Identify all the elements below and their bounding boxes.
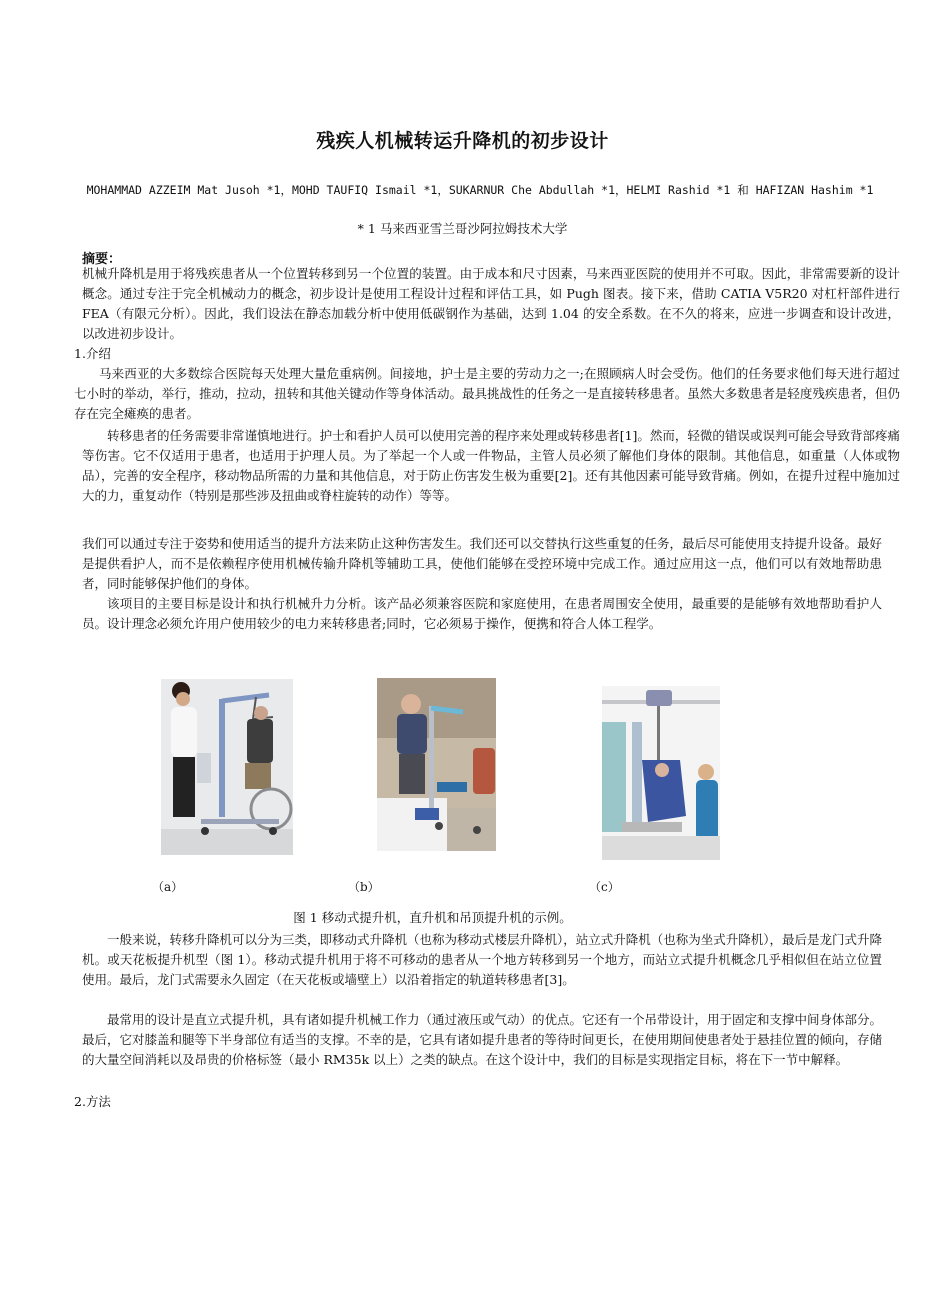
figure-image-mobile-lift [161,679,293,855]
paper-title: 残疾人机械转运升降机的初步设计 [316,130,609,152]
section-1-heading: 1.介绍 [74,346,111,361]
figure-label-c: （c） [589,880,620,894]
figure-label-a: （a） [152,880,184,894]
intro-paragraph-1: 马来西亚的大多数综合医院每天处理大量危重病例。间接地，护士是主要的劳动力之一;在照顾病人时会受伤。他们的任务要求他们每天进行超过七小时的举动，举行，推动，拉动，扭转和其他关键动作等身体活动。最具挑战性的任务之一是直接转移患者。虽然大多数患者是轻度残疾患者，但仍存在完全瘫痪的患者。 [74,366,900,421]
intro-paragraph-4: 该项目的主要目标是设计和执行机械升力分析。该产品必须兼容医院和家庭使用，在患者周围安全使用，最重要的是能够有效地帮助看护人员。设计理念必须允许用户使用较少的电力来转移患者;同时，它必须易于操作，便携和符合人体工程学。 [82,596,882,631]
section-2-heading: 2.方法 [74,1094,111,1109]
figure-label-b: （b） [348,880,380,894]
intro-paragraph-3: 我们可以通过专注于姿势和使用适当的提升方法来防止这种伤害发生。我们还可以交替执行这些重复的任务，最后尽可能使用支持提升设备。最好是提供看护人，而不是依赖程序使用机械传输升降机等辅助工具，使他们能够在受控环境中完成工作。通过应用这一点，他们可以有效地帮助患者，同时能够保护他们的身体。 [82,536,883,591]
figure-image-ceiling-lift [602,686,720,860]
figure-caption: 图 1 移动式提升机，直升机和吊顶提升机的示例。 [293,910,572,925]
author-list: MOHAMMAD AZZEIM Mat Jusoh *1，MOHD TAUFIQ Ismail *1，SUKARNUR Che Abdullah *1，HELMI Rashid *1 和 HAFIZAN Hashim *1 [86,183,874,197]
intro-paragraph-6: 最常用的设计是直立式提升机，具有诸如提升机械工作力（通过液压或气动）的优点。它还有一个吊带设计，用于固定和支撑中间身体部分。最后，它对膝盖和腿等下半身部位有适当的支撑。不幸的是，它具有诸如提升患者的等待时间更长，在使用期间使患者处于悬挂位置的倾向，存储的大量空间消耗以及昂贵的价格标签（最小 RM35k 以上）之类的缺点。在这个设计中，我们的目标是实现指定目标，将在下一节中解释。 [82,1012,883,1067]
intro-paragraph-2: 转移患者的任务需要非常谨慎地进行。护士和看护人员可以使用完善的程序来处理或转移患者[1]。然而，轻微的错误或误判可能会导致背部疼痛等伤害。它不仅适用于患者，也适用于护理人员。为了举起一个人或一件物品，主管人员必须了解他们身体的限制。其他信息，如重量（人体或物品），完善的安全程序，移动物品所需的力量和其他信息，对于防止伤害发生极为重要[2]。还有其他因素可能导致背痛。例如，在提升过程中施加过大的力，重复动作（特别是那些涉及扭曲或脊柱旋转的动作）等等。 [82,428,900,503]
intro-paragraph-5: 一般来说，转移升降机可以分为三类，即移动式升降机（也称为移动式楼层升降机），站立式升降机（也称为坐式升降机），最后是龙门式升降机。或天花板提升机型（图 1）。移动式提升机用于将不可移动的患者从一个地方转移到另一个地方，而站立式提升机概念几乎相似但在站立位置使用。最后，龙门式需要永久固定（在天花板或墙壁上）以沿着指定的轨道转移患者[3]。 [82,932,883,987]
abstract-text: 机械升降机是用于将残疾患者从一个位置转移到另一个位置的装置。由于成本和尺寸因素，马来西亚医院的使用并不可取。因此，非常需要新的设计概念。通过专注于完全机械动力的概念，初步设计是使用工程设计过程和评估工具，如 Pugh 图表。接下来，借助 CATIA V5R20 对杠杆部件进行 FEA（有限元分析）。因此，我们设法在静态加载分析中使用低碳钢作为基础，达到 1.04 的安全系数。在不久的将来，应进一步调查和设计改进，以改进初步设计。 [82,266,900,341]
abstract-heading: 摘要： [82,252,122,267]
figure-image-standing-lift [377,678,496,851]
affiliation: * 1 马来西亚雪兰哥沙阿拉姆技术大学 [357,221,568,236]
